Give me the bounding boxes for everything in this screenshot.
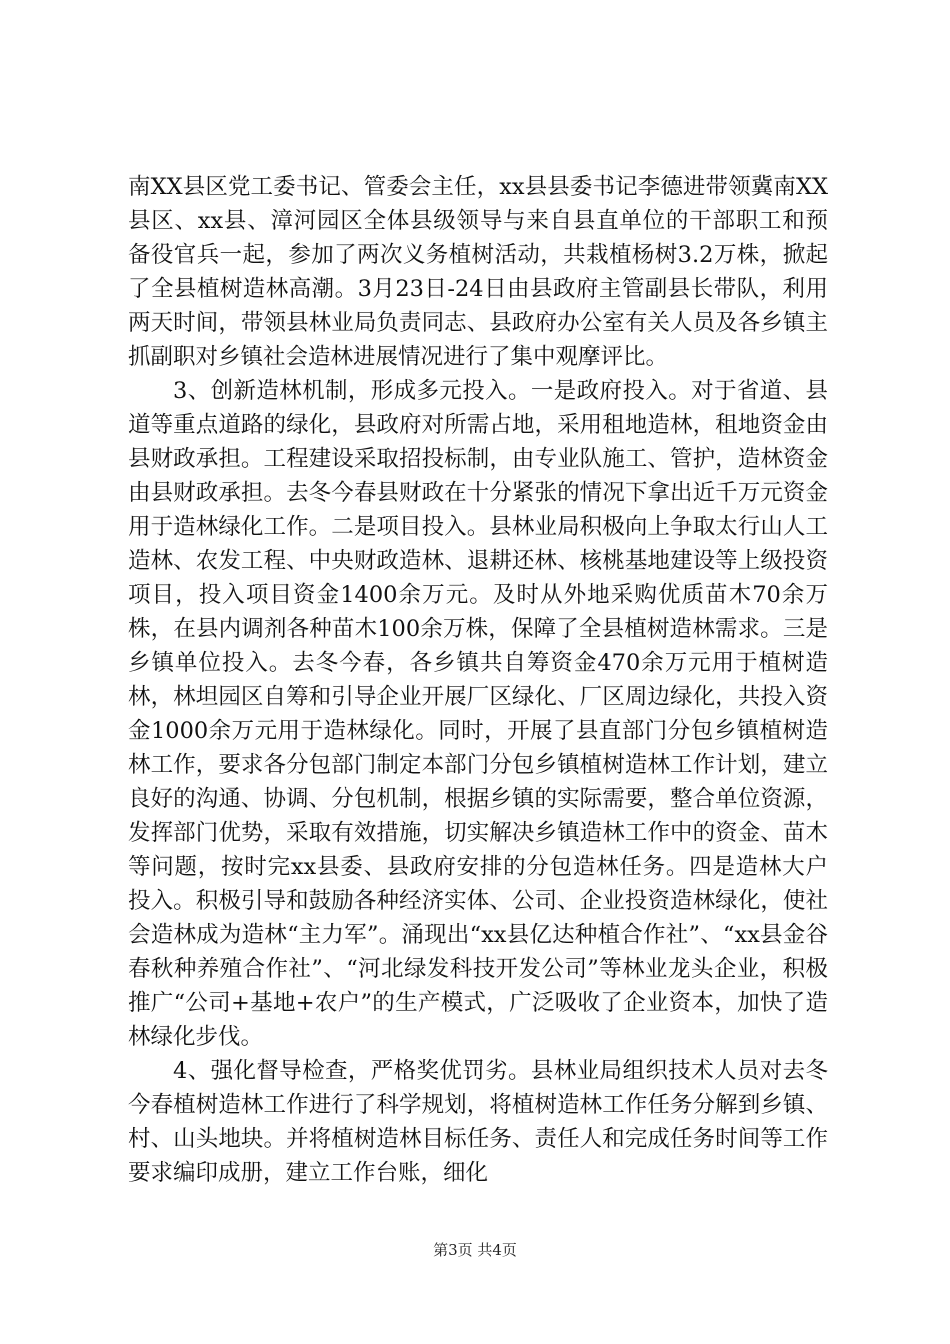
paragraph-section-3: 3、创新造林机制，形成多元投入。一是政府投入。对于省道、县道等重点道路的绿化，县政府对所需占地，采用租地造林，租地资金由县财政承担。工程建设采取招投标制，由专业队施工、管护，造林资金由县财政承担。去冬今春县财政在十分紧张的情况下拿出近千万元资金用于造林绿化工作。二是项目投入。县林业局积极向上争取太行山人工造林、农发工程、中央财政造林、退耕还林、核桃基地建设等上级投资项目，投入项目资金1400余万元。及时从外地采购优质苗木70余万株，在县内调剂各种苗木100余万株，保障了全县植树造林需求。三是乡镇单位投入。去冬今春，各乡镇共自筹资金470余万元用于植树造林，林坦园区自筹和引导企业开展厂区绿化、厂区周边绿化，共投入资金1000余万元用于造林绿化。同时，开展了县直部门分包乡镇植树造林工作，要求各分包部门制定本部门分包乡镇植树造林工作计划，建立良好的沟通、协调、分包机制，根据乡镇的实际需要，整合单位资源，发挥部门优势，采取有效措施，切实解决乡镇造林工作中的资金、苗木等问题，按时完xx县委、县政府安排的分包造林任务。四是造林大户投入。积极引导和鼓励各种经济实体、公司、企业投资造林绿化，使社会造林成为造林“主力军”。涌现出“xx县亿达种植合作社”、“xx县金谷春秋种养殖合作社”、“河北绿发科技开发公司”等林业龙头企业，积极推广“公司+基地+农户”的生产模式，广泛吸收了企业资本，加快了造林绿化步伐。 (128, 378, 828, 1050)
document-body (128, 170, 828, 1190)
paragraph-continuation: 南XX县区党工委书记、管委会主任，xx县县委书记李德进带领冀南XX县区、xx县、漳河园区全体县级领导与来自县直单位的干部职工和预备役官兵一起，参加了两次义务植树活动，共栽植杨树3.2万株，掀起了全县植树造林高潮。3月23日-24日由县政府主管副县长带队，利用两天时间，带领县林业局负责同志、县政府办公室有关人员及各乡镇主抓副职对乡镇社会造林进展情况进行了集中观摩评比。 (128, 174, 828, 370)
page-number-footer: 第3页 共4页 (433, 1241, 517, 1259)
paragraph-section-4: 4、强化督导检查，严格奖优罚劣。县林业局组织技术人员对去冬今春植树造林工作进行了科学规划，将植树造林工作任务分解到乡镇、村、山头地块。并将植树造林目标任务、责任人和完成任务时间等工作要求编印成册，建立工作台账，细化 (128, 1058, 828, 1186)
